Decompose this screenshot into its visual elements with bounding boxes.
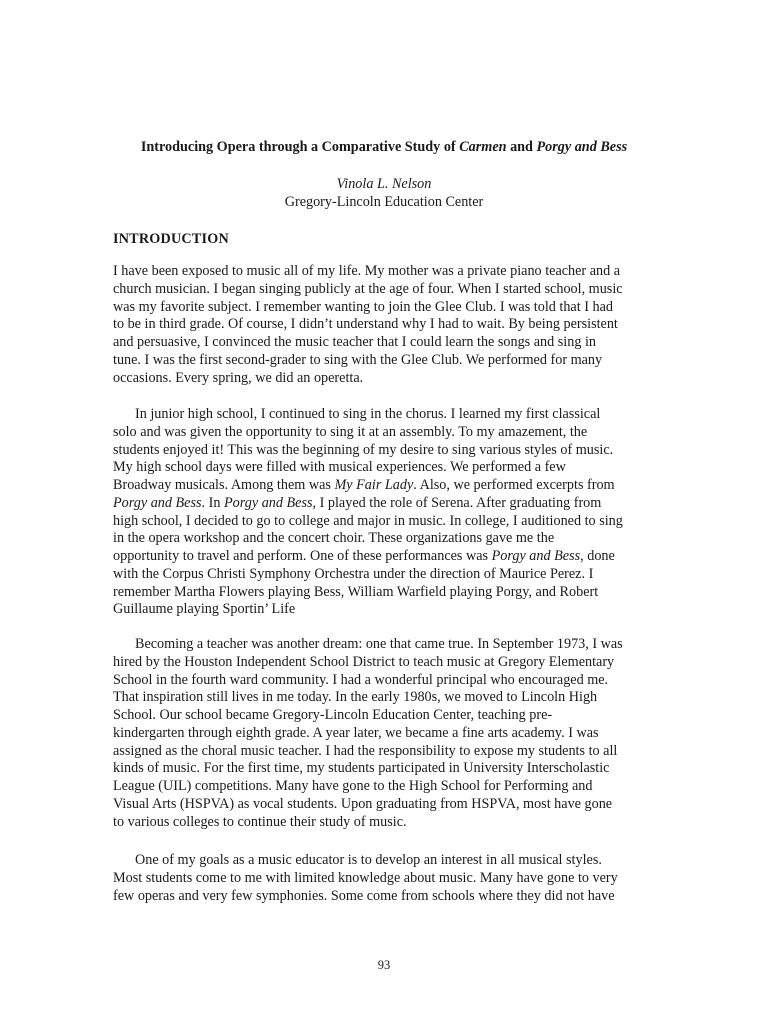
paragraph-line: solo and was given the opportunity to sing it at an assembly. To my amazement, the bbox=[113, 423, 588, 440]
paragraph-line: tune. I was the first second-grader to sing with the Glee Club. We performed for many bbox=[113, 351, 603, 368]
paragraph-line: One of my goals as a music educator is to develop an interest in all musical styles. bbox=[135, 852, 602, 868]
title-work-porgy-and-bess: Porgy and Bess bbox=[536, 139, 628, 155]
paragraph-line: assigned as the choral music teacher. I had the responsibility to expose my students to all bbox=[113, 742, 618, 759]
paragraph-line: Becoming a teacher was another dream: one that came true. In September 1973, I was bbox=[135, 636, 623, 652]
author-affiliation: Gregory-Lincoln Education Center bbox=[284, 194, 484, 210]
paragraph-line: few operas and very few symphonies. Some come from schools where they did not have bbox=[113, 887, 615, 904]
paragraph-line: hired by the Houston Independent School District to teach music at Gregory Elementary bbox=[113, 653, 615, 670]
paragraph-line: remember Martha Flowers playing Bess, William Warfield playing Porgy, and Robert bbox=[113, 583, 599, 600]
page-number: 93 bbox=[377, 958, 391, 972]
paragraph-line: kindergarten through eighth grade. A year later, we became a fine arts academy. I was bbox=[113, 724, 599, 741]
paragraph-4 bbox=[113, 852, 658, 905]
title-conjunction: and bbox=[506, 139, 537, 155]
line-text: Broadway musicals. Among them was bbox=[113, 477, 335, 493]
paragraph-line: Guillaume playing Sportin’ Life bbox=[113, 601, 296, 618]
paragraph-line: with the Corpus Christi Symphony Orchestra under the direction of Maurice Perez. I bbox=[113, 565, 594, 582]
line-text: , done bbox=[580, 548, 615, 564]
paragraph-line: League (UIL) competitions. Many have gone to the High School for Performing and bbox=[113, 778, 593, 794]
paragraph-line: students enjoyed it! This was the beginning of my desire to sing various styles of music. bbox=[113, 441, 614, 458]
line-text: . In bbox=[201, 494, 224, 511]
paragraph-line: to various colleges to continue their study of music. bbox=[113, 813, 407, 830]
line-text: opportunity to travel and perform. One of these performances was bbox=[113, 548, 492, 564]
italic-title-porgy-and-bess: Porgy and Bess bbox=[491, 548, 581, 564]
paragraph-line: I have been exposed to music all of my life. My mother was a private piano teacher and a bbox=[113, 263, 621, 279]
paragraph-line: in the opera workshop and the concert choir. These organizations gave me the bbox=[113, 530, 555, 547]
line-text: . Also, we performed excerpts from bbox=[413, 477, 615, 493]
italic-title-porgy-and-bess: Porgy and Bess bbox=[224, 494, 313, 511]
paragraph-line: In junior high school, I continued to sing in the chorus. I learned my first classical bbox=[135, 406, 601, 422]
document-title bbox=[0, 138, 768, 156]
paragraph-line: occasions. Every spring, we did an operetta. bbox=[113, 369, 364, 386]
paragraph-line: kinds of music. For the first time, my students participated in University Interscholastic bbox=[113, 760, 610, 777]
paragraph-line: to be in third grade. Of course, I didn’t understand why I had to wait. By being persistent bbox=[113, 316, 618, 333]
title-text: Introducing Opera through a Comparative Study of bbox=[140, 139, 460, 155]
italic-title-porgy-and-bess: Porgy and Bess bbox=[113, 494, 202, 511]
paragraph-2 bbox=[113, 406, 658, 619]
author-name: Vinola L. Nelson bbox=[336, 176, 432, 192]
italic-title-my-fair-lady: My Fair Lady bbox=[334, 477, 414, 493]
paragraph-line: My high school days were filled with musical experiences. We performed a few bbox=[113, 459, 566, 476]
section-heading: INTRODUCTION bbox=[113, 231, 229, 247]
title-work-carmen: Carmen bbox=[459, 139, 507, 155]
paragraph-line: was my favorite subject. I remember wanting to join the Glee Club. I was told that I had bbox=[113, 298, 613, 315]
paragraph-line bbox=[113, 477, 658, 495]
paragraph-line: School in the fourth ward community. I had a wonderful principal who encouraged me. bbox=[113, 671, 609, 688]
paragraph-line: church musician. I began singing publicly at the age of four. When I started school, music bbox=[113, 280, 623, 297]
paragraph-line: Visual Arts (HSPVA) as vocal students. Upon graduating from HSPVA, most have gone bbox=[113, 795, 613, 812]
paragraph-3 bbox=[113, 636, 658, 831]
paragraph-line: high school, I decided to go to college and major in music. In college, I auditioned to sing bbox=[113, 512, 623, 529]
paragraph-line: That inspiration still lives in me today. In the early 1980s, we moved to Lincoln High bbox=[113, 689, 598, 706]
paragraph-line bbox=[113, 495, 658, 513]
line-text: , I played the role of Serena. After graduating from bbox=[312, 494, 602, 511]
paragraph-line bbox=[113, 548, 658, 566]
paragraph-line: School. Our school became Gregory-Lincoln Education Center, teaching pre- bbox=[113, 707, 553, 723]
paragraph-line: Most students come to me with limited knowledge about music. Many have gone to very bbox=[113, 869, 618, 886]
paragraph-1 bbox=[113, 263, 658, 387]
paragraph-line: and persuasive, I convinced the music teacher that I could learn the songs and sing in bbox=[113, 334, 597, 350]
